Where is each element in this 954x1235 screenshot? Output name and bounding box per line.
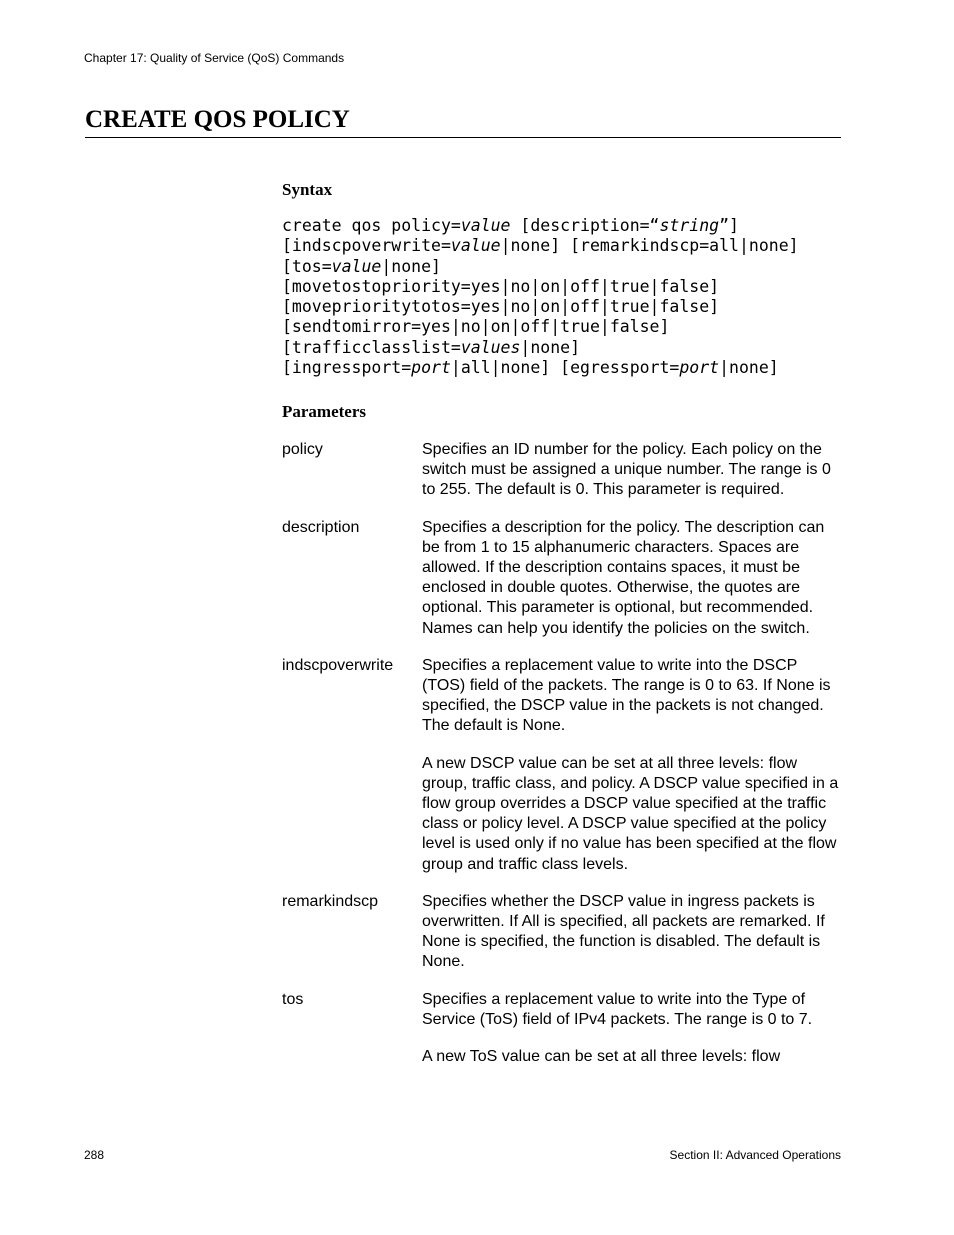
syntax-variable: values (460, 337, 521, 357)
syntax-text: [movetostopriority=yes|no|on|off|true|false] (282, 276, 720, 296)
parameter-name: remarkindscp (282, 892, 379, 910)
syntax-variable: port (411, 358, 451, 378)
syntax-heading: Syntax (282, 180, 333, 199)
syntax-variable: value (460, 216, 511, 235)
parameter-description (422, 656, 842, 875)
syntax-text: |none] (719, 358, 779, 378)
syntax-text: |all|none] [egressport= (450, 358, 680, 378)
syntax-text: [tos= (282, 256, 332, 276)
syntax-line (282, 338, 799, 358)
description-paragraph: Specifies an ID number for the policy. Each policy on the switch must be assigned a unique number. The range is 0 to 255. The default is 0. This parameter is required. (422, 441, 831, 499)
parameter-remarkindscp (282, 892, 842, 973)
section-footer: Section II: Advanced Operations (669, 1148, 841, 1162)
syntax-variable: value (450, 236, 501, 256)
syntax-text: [ingressport= (282, 358, 412, 378)
syntax-line (282, 216, 799, 236)
description-paragraph: A new ToS value can be set at all three levels: flow (422, 1048, 781, 1066)
syntax-variable: port (679, 358, 720, 378)
parameters-list (282, 440, 842, 1084)
running-header: Chapter 17: Quality of Service (QoS) Commands (84, 51, 345, 65)
parameter-description (422, 440, 842, 501)
syntax-line (282, 297, 799, 317)
syntax-line (282, 358, 799, 378)
syntax-text: [moveprioritytotos=yes|no|on|off|true|false] (282, 297, 720, 317)
syntax-text: |none] (381, 256, 441, 276)
parameter-name: policy (282, 441, 323, 458)
parameter-name: indscpoverwrite (282, 656, 394, 674)
syntax-line (282, 236, 799, 256)
parameter-name: tos (282, 990, 304, 1008)
parameter-description (422, 518, 842, 639)
syntax-block (282, 216, 799, 378)
parameter-indscpoverwrite (282, 656, 842, 875)
syntax-text: ”] (719, 216, 739, 235)
description-paragraph: A new DSCP value can be set at all three levels: flow group, traffic class, and policy. A DSCP value specified in a flow group overrides a DSCP value specified at the traffic class or policy level. A DSCP value specified at the policy level is used only if no value has been specified at the flow group and traffic class levels. (422, 754, 839, 873)
syntax-text: [trafficclasslist= (282, 337, 461, 357)
syntax-line (282, 257, 799, 277)
parameters-heading: Parameters (282, 402, 367, 421)
syntax-variable: string (659, 216, 720, 235)
parameter-description (282, 518, 842, 639)
syntax-text: create qos policy= (282, 216, 461, 235)
syntax-text: [indscpoverwrite= (282, 236, 451, 256)
page-title: CREATE QOS POLICY (85, 106, 841, 138)
syntax-text: [sendtomirror=yes|no|on|off|true|false] (282, 317, 670, 337)
page-number: 288 (84, 1148, 105, 1162)
syntax-text: [description=“ (510, 216, 660, 235)
description-paragraph: Specifies a description for the policy. The description can be from 1 to 15 alphanumeric characters. Spaces are allowed. If the description contains spaces, it must be enclosed in double quotes. Otherwise, the quotes are optional. This parameter is optional, but recommended. Names can help you identify the policies on the switch. (422, 518, 825, 637)
description-paragraph: Specifies a replacement value to write into the Type of Service (ToS) field of IPv4 packets. The range is 0 to 7. (422, 990, 813, 1028)
parameter-policy (282, 440, 842, 501)
parameter-name: description (282, 518, 360, 536)
description-paragraph: Specifies a replacement value to write into the DSCP (TOS) field of the packets. The range is 0 to 63. If None is specified, the DSCP value in the packets is not changed. The default is None. (422, 656, 831, 735)
syntax-line (282, 277, 799, 297)
syntax-variable: value (331, 256, 382, 276)
parameter-description (422, 892, 842, 973)
parameter-tos (282, 990, 842, 1068)
syntax-text: |none] (520, 337, 581, 357)
syntax-text: |none] [remarkindscp=all|none] (500, 236, 799, 256)
syntax-line (282, 317, 799, 337)
description-paragraph: Specifies whether the DSCP value in ingress packets is overwritten. If All is specified, all packets are remarked. If None is specified, the function is disabled. The default is None. (422, 892, 825, 971)
parameter-description (422, 990, 842, 1068)
